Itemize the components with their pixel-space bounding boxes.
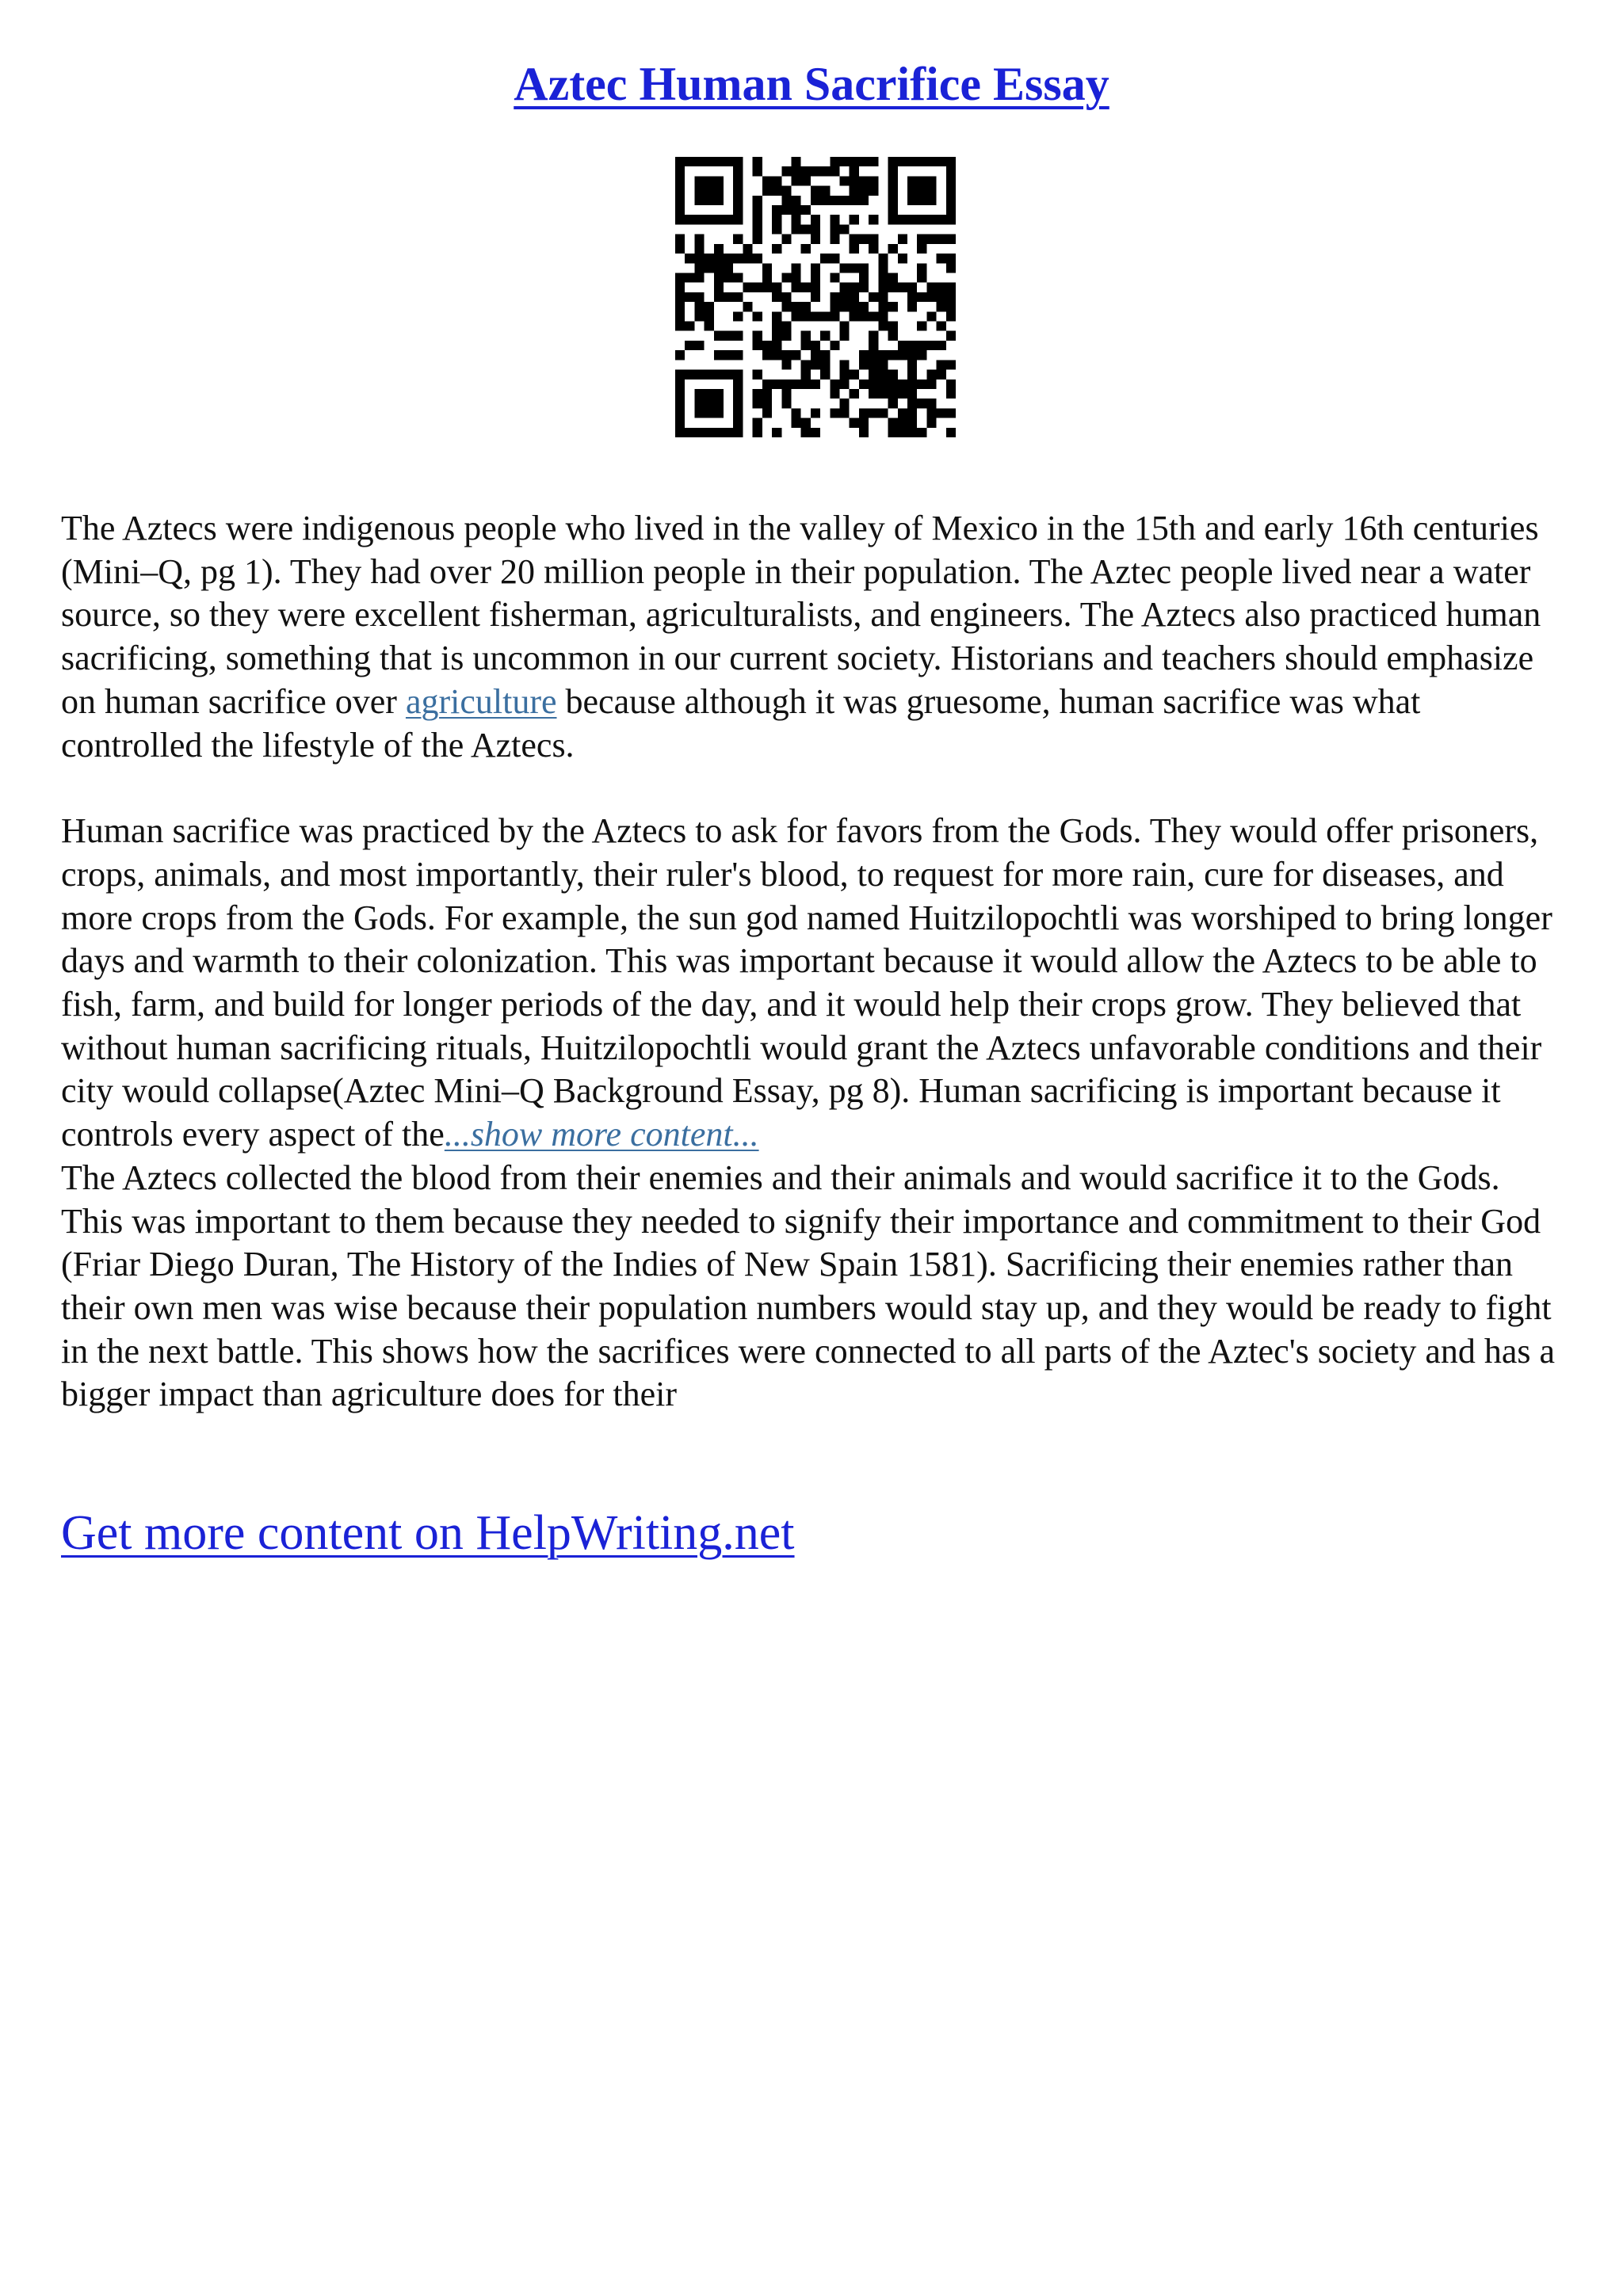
paragraph-intro [61,507,1567,767]
paragraph-intro-text: The Aztecs were indigenous people who lived in the valley of Mexico in the 15th and early 16th centuries (Mini–Q, pg 1). They had over 20 million people in their population. The Aztec people lived near a water source, so they were excellent fisherman, agriculturalists, and engineers. The Aztecs also practiced human sacrificing, something that is uncommon in our current society. Historians and teachers should emphasize on human sacrifice over [61,509,1541,721]
essay-body [61,507,1567,1417]
essay-title-link[interactable]: Aztec Human Sacrifice Essay [514,58,1109,110]
title-container [0,57,1623,112]
helpwriting-link[interactable]: Get more content on HelpWriting.net [61,1506,795,1560]
paragraph-sacrifice-text: Human sacrifice was practiced by the Aztecs to ask for favors from the Gods. They would offer prisoners, crops, animals, and most importantly, their ruler's blood, to request for more rain, cure for diseases, and more crops from the Gods. For example, the sun god named Huitzilopochtli was worshiped to bring longer days and warmth to their colonization. This was important because it would allow the Aztecs to be able to fish, farm, and build for longer periods of the day, and it would help their crops grow. They believed that without human sacrificing rituals, Huitzilopochtli would grant the Aztecs unfavorable conditions and their city would collapse(Aztec Mini–Q Background Essay, pg 8). Human sacrificing is important because it controls every aspect of the [61,811,1552,1154]
paragraph-blood: The Aztecs collected the blood from their enemies and their animals and would sacrifice it to the Gods. This was important to them because they needed to signify their importance and commitment to their God (Friar Diego Duran, The History of the Indies of New Spain 1581). Sacrificing their enemies rather than their own men was wise because their population numbers would stay up, and they would be ready to fight in the next battle. This shows how the sacrifices were connected to all parts of the Aztec's society and has a bigger impact than agriculture does for their [61,1158,1556,1414]
paragraph-intro-text-end: because although it was gruesome, human sacrifice was what controlled the lifestyle of the Aztecs. [61,681,1421,765]
qr-code-icon [675,157,956,437]
show-more-link[interactable]: ...show more content... [444,1115,759,1154]
paragraph-sacrifice [61,810,1567,1157]
agriculture-link[interactable]: agriculture [405,681,557,721]
